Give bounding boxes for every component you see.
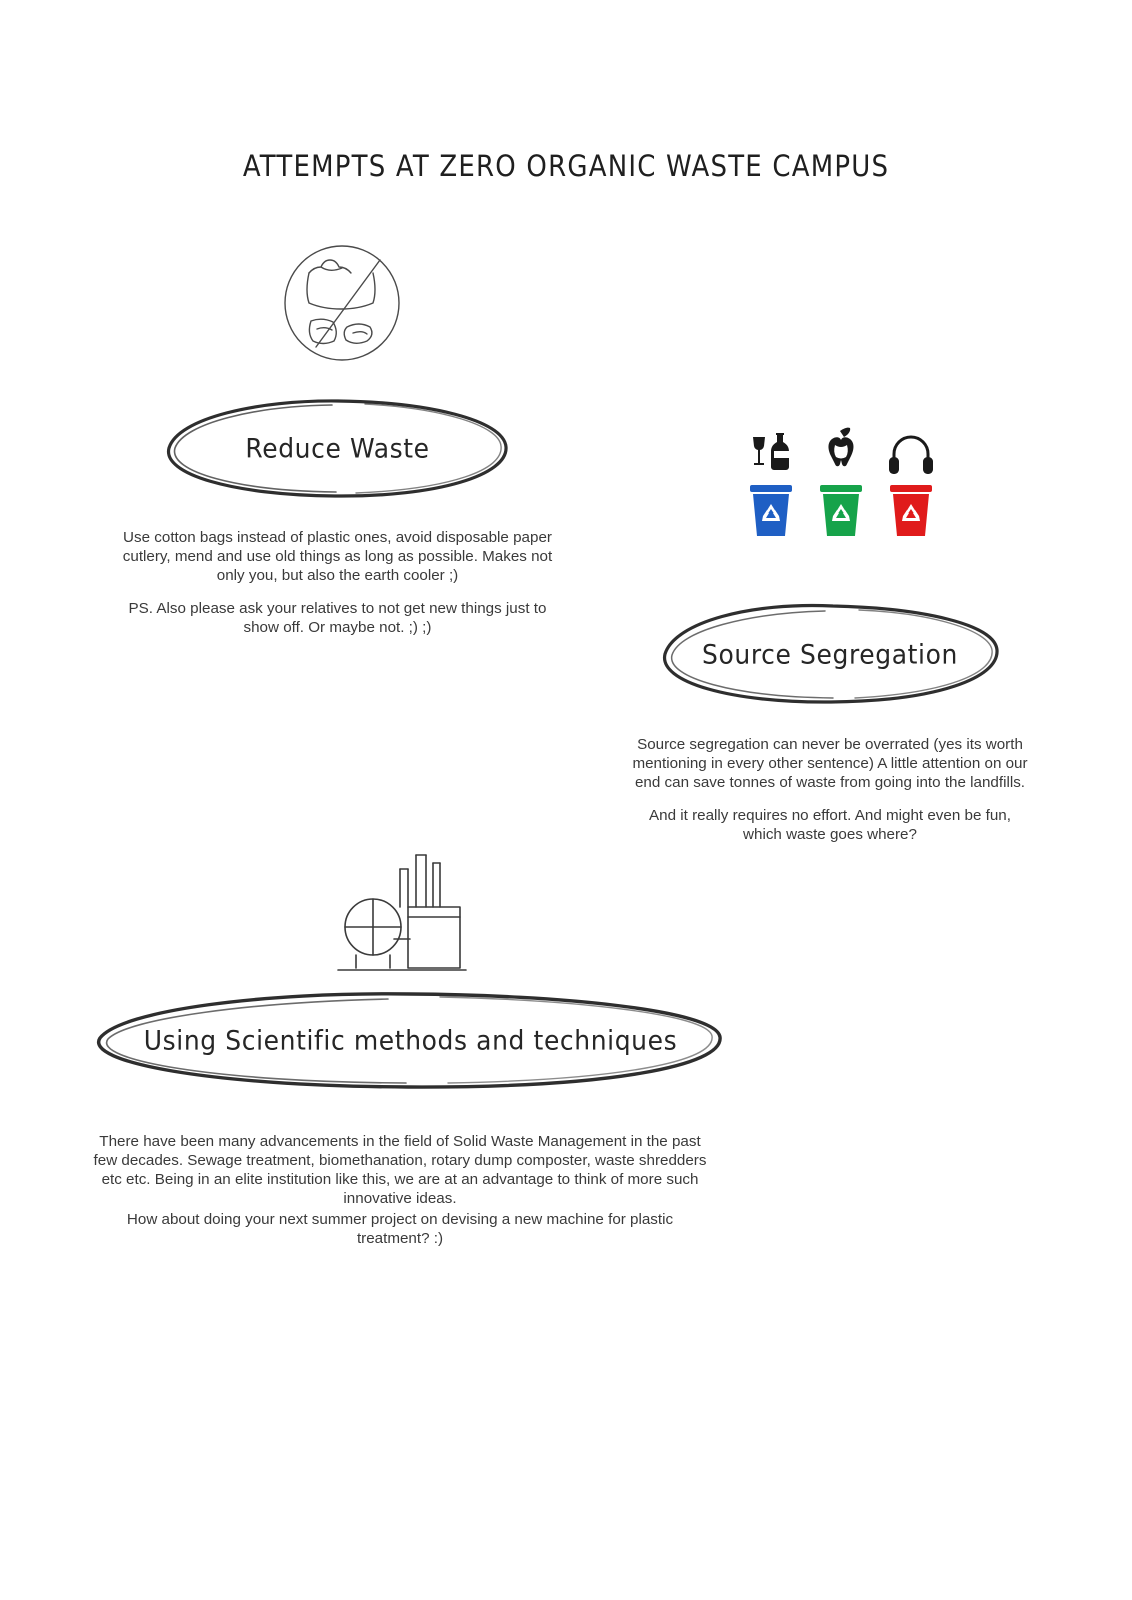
headline-source-segregation [655,600,1005,708]
headline-scientific-methods-label: Using Scientific methods and techniques [143,1024,678,1057]
paragraph: There have been many advancements in the field of Solid Waste Management in the past few decades. Sewage treatment, biomethanation, rotary dump composter, waste shredders etc etc. Being in an elite institution like this, we are at an advantage to think of more such innovative ideas. [93,1133,707,1207]
paragraph: How about doing your next summer project on devising a new machine for plastic treatment? :) [126,1211,674,1247]
bin-body-green [818,485,864,537]
paragraph: Use cotton bags instead of plastic ones, avoid disposable paper cutlery, mend and use old things as long as possible. Makes not only you, but also the earth cooler ;) [122,529,553,584]
three-recycling-bins-icon [735,425,935,585]
body-source-segregation [630,735,1030,844]
paragraph: PS. Also please ask your relatives to not get new things just to show off. Or maybe not. ;) ;) [128,600,547,636]
glass-bottle-bin [743,425,799,537]
headline-reduce-waste [160,396,515,501]
bin-body-blue [748,485,794,537]
page-title: ATTEMPTS AT ZERO ORGANIC WASTE CAMPUS [242,150,890,184]
paragraph: And it really requires no effort. And might even be fun, which waste goes where? [649,807,1011,843]
body-scientific-methods [90,1132,710,1248]
treatment-plant-icon [330,843,475,978]
headphones-icon [883,425,939,481]
headline-source-segregation-label: Source Segregation [702,638,958,671]
e-waste-bin [883,425,939,537]
headline-scientific-methods [88,990,733,1092]
apple-core-icon [813,425,869,481]
wine-bottle-and-glass-icon [743,425,799,481]
headline-reduce-waste-label: Reduce Waste [245,432,430,465]
paragraph: Source segregation can never be overrated (yes its worth mentioning in every other sentence) A little attention on our end can save tonnes of waste from going into the landfills. [632,736,1028,791]
bin-body-red [888,485,934,537]
organic-waste-bin [813,425,869,537]
body-reduce-waste [110,528,565,637]
plastic-bag-crossed-out-icon [283,243,401,363]
